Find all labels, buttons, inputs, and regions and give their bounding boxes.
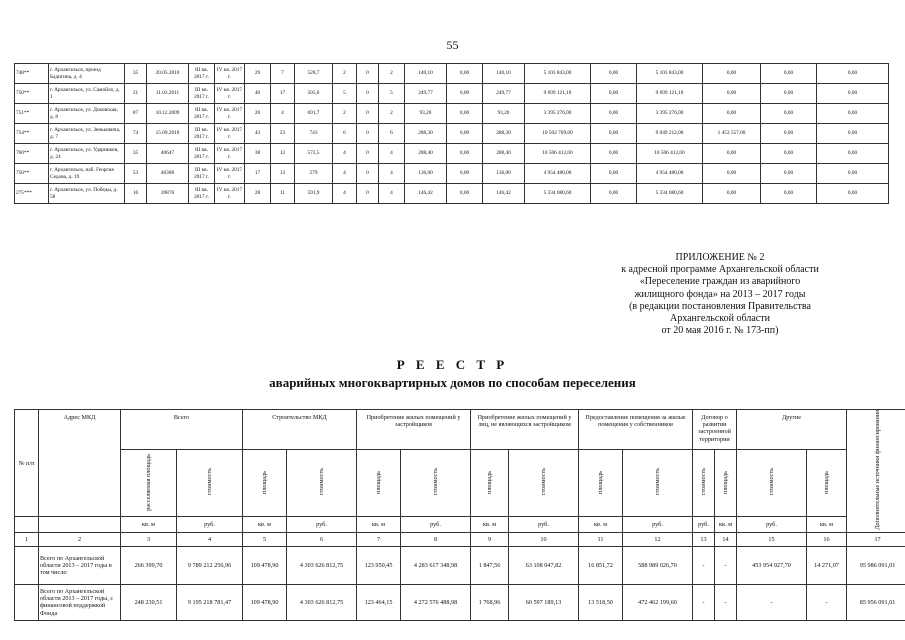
header-build: Строительство МКД [243, 410, 357, 450]
column-number: 10 [509, 532, 579, 546]
subheader-cell [471, 450, 509, 517]
table-cell: 0,00 [591, 124, 637, 144]
subheader-label: стоимость [767, 468, 775, 496]
unit-cell: руб. [177, 517, 243, 533]
table-cell: 760** [15, 144, 49, 164]
table-cell: 20.05.2010 [147, 64, 189, 84]
table-cell: 0,00 [761, 64, 817, 84]
table-cell: 9 099 121,10 [637, 84, 703, 104]
table-cell: 0,00 [761, 164, 817, 184]
table-cell: 275*** [15, 184, 49, 204]
table-cell: 35 [125, 64, 147, 84]
subheader-label: расселяемая площадь [144, 453, 152, 511]
table-row [15, 144, 889, 164]
subheader-label: стоимость [205, 468, 213, 496]
table-cell: - [715, 546, 737, 584]
table-cell: 0,00 [703, 104, 761, 124]
header-buy-other: Приобретение жилых помещений у лиц, не являющихся застройщиком [471, 410, 579, 450]
header-buy-dev: Приобретение жилых помещений у застройщиков [357, 410, 471, 450]
table-cell: 0 [357, 184, 379, 204]
table-cell: 0,00 [761, 84, 817, 104]
table-cell: IV кв. 2017 г. [215, 124, 245, 144]
table-cell: 4 303 626 812,75 [287, 546, 357, 584]
table-cell: 6 [333, 124, 357, 144]
table-cell: 16 [125, 184, 147, 204]
table-cell: 2 [333, 64, 357, 84]
table-cell: 1 768,96 [471, 584, 509, 620]
table-cell: 0,00 [761, 124, 817, 144]
table-cell: 2 [379, 104, 405, 124]
table-cell: 11.03.2011 [147, 84, 189, 104]
column-number: 16 [807, 532, 847, 546]
header-total: Всего [121, 410, 243, 450]
unit-cell: руб. [623, 517, 693, 533]
table-cell: III кв. 2017 г. [189, 84, 215, 104]
unit-cell: кв. м [579, 517, 623, 533]
column-number: 8 [401, 532, 471, 546]
subheader-label: площадь [485, 470, 493, 494]
column-number: 3 [121, 532, 177, 546]
table-cell: 0,00 [817, 64, 889, 84]
subheader-cell [357, 450, 401, 517]
table-cell: 9 789 212 256,96 [177, 546, 243, 584]
table-cell: 0,00 [447, 164, 483, 184]
unit-cell [39, 517, 121, 533]
appendix-block [570, 252, 870, 337]
table-cell: 7 [271, 64, 295, 84]
unit-cell [15, 517, 39, 533]
subheader-label: стоимость [653, 468, 661, 496]
table-cell: 95 986 091,01 [847, 546, 905, 584]
table-cell: 591,9 [295, 184, 333, 204]
table-cell: 2 [333, 104, 357, 124]
table-cell: 4 [333, 144, 357, 164]
table-cell: 40 [245, 84, 271, 104]
table-cell: 74 [125, 124, 147, 144]
row-number-cell [15, 584, 39, 620]
table-cell: 10 502 769,00 [525, 124, 591, 144]
table-cell: 15.09.2010 [147, 124, 189, 144]
header-num: № п/п [15, 410, 39, 517]
table-cell: 14 271,07 [807, 546, 847, 584]
table-cell: 0,00 [703, 164, 761, 184]
table-cell: 748** [15, 64, 49, 84]
table-row [15, 84, 889, 104]
table-cell: 249,77 [483, 84, 525, 104]
table-cell: Всего по Архангельской области 2013 – 2017 годы в том числе: [39, 546, 121, 584]
table-cell: 20 [245, 104, 271, 124]
unit-cell: руб. [693, 517, 715, 533]
table-cell: 0 [357, 144, 379, 164]
table-cell: 4 [379, 164, 405, 184]
table-cell: 29 [245, 64, 271, 84]
table-cell: 0,00 [447, 64, 483, 84]
header-other: Другие [737, 410, 847, 450]
table-cell: 0 [357, 64, 379, 84]
registry-table [14, 409, 905, 621]
subheader-cell [243, 450, 287, 517]
table-cell: 0 [357, 104, 379, 124]
subheader-label: площадь [721, 470, 729, 494]
table-cell: 140,10 [405, 64, 447, 84]
table-cell: 4 [379, 144, 405, 164]
table-cell: 12 [271, 144, 295, 164]
table-cell: 266 399,70 [121, 546, 177, 584]
table-cell: III кв. 2017 г. [189, 124, 215, 144]
appendix-line: «Переселение граждан из аварийного [639, 276, 801, 288]
table-cell: 109 478,90 [243, 584, 287, 620]
table-cell: 0,00 [591, 104, 637, 124]
subheader-label: площадь [260, 470, 268, 494]
unit-cell: кв. м [807, 517, 847, 533]
table-cell: 5 334 080,60 [525, 184, 591, 204]
table-row [15, 584, 905, 620]
table-cell: 0,00 [817, 164, 889, 184]
unit-cell: кв. м [715, 517, 737, 533]
table-cell: 0,00 [447, 184, 483, 204]
table-cell: 0,00 [591, 184, 637, 204]
table-cell: 63 108 047,82 [509, 546, 579, 584]
column-number: 4 [177, 532, 243, 546]
table-cell: 0,00 [817, 184, 889, 204]
table-cell: 35 [125, 144, 147, 164]
table-cell: - [693, 546, 715, 584]
table-cell: 453 954 927,70 [737, 546, 807, 584]
table-cell: г. Архангельск, ул. Ударников, д. 24 [49, 144, 125, 164]
column-number: 1 [15, 532, 39, 546]
subheader-cell [509, 450, 579, 517]
registry-subtitle: аварийных многоквартирных домов по способам переселения [269, 375, 636, 390]
appendix-line: к адресной программе Архангельской области [621, 264, 819, 276]
table-cell: 0,00 [703, 184, 761, 204]
table-cell: IV кв. 2017 г. [215, 104, 245, 124]
table-cell: 10 506 412,00 [525, 144, 591, 164]
table-cell: 691,7 [295, 104, 333, 124]
subheader-label: стоимость [431, 468, 439, 496]
column-number: 7 [357, 532, 401, 546]
subheader-cell [807, 450, 847, 517]
top-table [14, 63, 889, 204]
table-cell: IV кв. 2017 г. [215, 184, 245, 204]
header-extra [847, 410, 905, 533]
table-cell: г. Архангельск, наб. Георгия Седова, д. 19 [49, 164, 125, 184]
subheader-label: площадь [374, 470, 382, 494]
table-cell: III кв. 2017 г. [189, 184, 215, 204]
table-cell: IV кв. 2017 г. [215, 144, 245, 164]
appendix-line: ПРИЛОЖЕНИЕ № 2 [675, 252, 765, 263]
table-cell: III кв. 2017 г. [189, 104, 215, 124]
unit-cell: кв. м [357, 517, 401, 533]
table-cell: 0,00 [447, 84, 483, 104]
table-cell: 87 [125, 104, 147, 124]
table-cell: 4 954 480,00 [525, 164, 591, 184]
column-number: 13 [693, 532, 715, 546]
table-cell: 248 230,51 [121, 584, 177, 620]
table-cell: 0,00 [761, 104, 817, 124]
table-row [15, 64, 889, 84]
table-cell: 6 [379, 124, 405, 144]
table-cell: г. Архангельск, ул. Победы, д. 58 [49, 184, 125, 204]
subheader-label: стоимость [317, 468, 325, 496]
table-cell: 5 103 843,00 [637, 64, 703, 84]
table-cell: 85 956 091,01 [847, 584, 905, 620]
table-cell: 1 847,56 [471, 546, 509, 584]
table-cell: 0,00 [447, 104, 483, 124]
table-cell: 38 [245, 144, 271, 164]
table-cell: 0,00 [703, 144, 761, 164]
table-cell: 0,00 [591, 164, 637, 184]
table-cell: 750** [15, 84, 49, 104]
table-cell: - [737, 584, 807, 620]
subheader-cell [287, 450, 357, 517]
table-cell: 572,5 [295, 144, 333, 164]
subheader-label: площадь [822, 470, 830, 494]
table-cell: 754** [15, 124, 49, 144]
appendix-line: жилищного фонда» на 2013 – 2017 годы [634, 288, 806, 300]
table-cell: 4 272 576 488,98 [401, 584, 471, 620]
table-cell: 5 [379, 84, 405, 104]
column-number: 9 [471, 532, 509, 546]
table-cell: 3 395 276,00 [637, 104, 703, 124]
table-cell: IV кв. 2017 г. [215, 64, 245, 84]
table-cell: 93,20 [405, 104, 447, 124]
table-cell: 0,00 [447, 144, 483, 164]
table-cell: 9 049 212,00 [637, 124, 703, 144]
table-cell: 0,00 [591, 84, 637, 104]
unit-cell: кв. м [471, 517, 509, 533]
appendix-line: (в редакции постановления Правительства [629, 300, 811, 312]
table-cell: 13 518,50 [579, 584, 623, 620]
table-cell: 4 [333, 164, 357, 184]
table-cell: 11 [271, 184, 295, 204]
page-number: 55 [446, 38, 459, 52]
table-cell: 10.12.2009 [147, 104, 189, 124]
unit-cell: руб. [737, 517, 807, 533]
subheader-cell [579, 450, 623, 517]
column-number: 17 [847, 532, 905, 546]
subheader-label: площадь [596, 470, 604, 494]
table-cell: 756** [15, 164, 49, 184]
table-cell: 288,30 [483, 124, 525, 144]
table-cell: - [693, 584, 715, 620]
column-number: 5 [243, 532, 287, 546]
subheader-label: стоимость [539, 468, 547, 496]
table-cell: 5 [333, 84, 357, 104]
table-row [15, 164, 889, 184]
unit-cell: кв. м [121, 517, 177, 533]
table-cell: 4 954 480,00 [637, 164, 703, 184]
table-cell: 279 [295, 164, 333, 184]
table-cell: 4 [333, 184, 357, 204]
table-cell: 9 195 218 781,47 [177, 584, 243, 620]
table-cell: г. Архангельск, ул. Зеньковича, д. 7 [49, 124, 125, 144]
table-cell: г. Архангельск, проезд Бадигина, д. 4 [49, 64, 125, 84]
table-cell: 5 334 080,60 [637, 184, 703, 204]
table-cell: 0,00 [761, 144, 817, 164]
header-provide: Предоставление помещения за жилые помещения у собственников [579, 410, 693, 450]
table-row [15, 104, 889, 124]
table-cell: 40388 [147, 164, 189, 184]
subheader-cell [737, 450, 807, 517]
table-cell: 0,00 [817, 124, 889, 144]
header-extra-text: Дополнительные источники финансирования [873, 410, 881, 530]
table-cell: 4 303 626 812,75 [287, 584, 357, 620]
table-cell: 1 453 557,00 [703, 124, 761, 144]
unit-cell: руб. [509, 517, 579, 533]
column-number: 11 [579, 532, 623, 546]
table-cell: 505,6 [295, 84, 333, 104]
table-cell: 0 [357, 84, 379, 104]
subheader-cell [693, 450, 715, 517]
appendix-line: Архангельской области [670, 313, 770, 325]
table-cell: IV кв. 2017 г. [215, 84, 245, 104]
table-cell: 0,00 [761, 184, 817, 204]
table-cell: 528,7 [295, 64, 333, 84]
table-cell: 17 [271, 84, 295, 104]
table-cell: 472 462 199,60 [623, 584, 693, 620]
table-cell: 0,00 [591, 144, 637, 164]
table-cell: - [715, 584, 737, 620]
subheader-label: стоимость [699, 468, 707, 496]
table-cell: 17 [245, 164, 271, 184]
table-cell: 9 099 121,10 [525, 84, 591, 104]
registry-title: Р Е Е С Т Р [396, 357, 509, 372]
table-cell: 2 [379, 64, 405, 84]
subheader-cell [177, 450, 243, 517]
column-number: 2 [39, 532, 121, 546]
table-cell: 0,00 [817, 104, 889, 124]
table-cell: III кв. 2017 г. [189, 64, 215, 84]
table-cell: 4 283 617 348,98 [401, 546, 471, 584]
table-cell: 0 [357, 124, 379, 144]
column-number: 6 [287, 532, 357, 546]
header-address: Адрес МКД [39, 410, 121, 517]
table-cell: г. Архангельск, ул. Самойло, д. 1 [49, 84, 125, 104]
column-number: 15 [737, 532, 807, 546]
table-cell: 249,77 [405, 84, 447, 104]
table-cell: 28 [245, 184, 271, 204]
table-cell: 751** [15, 104, 49, 124]
table-cell: 0,00 [447, 124, 483, 144]
table-cell: 39876 [147, 184, 189, 204]
subheader-cell [623, 450, 693, 517]
table-cell: - [807, 584, 847, 620]
table-row [15, 124, 889, 144]
table-cell: 16 851,72 [579, 546, 623, 584]
appendix-line: от 20 мая 2016 г. № 173-пп) [661, 325, 779, 337]
table-cell: 743 [295, 124, 333, 144]
table-cell: III кв. 2017 г. [189, 164, 215, 184]
table-cell: 146,42 [483, 184, 525, 204]
table-cell: 4 [271, 104, 295, 124]
table-row [15, 546, 905, 584]
table-cell: 13 [271, 164, 295, 184]
column-number: 12 [623, 532, 693, 546]
table-cell: 0,00 [591, 64, 637, 84]
table-cell: 93,20 [483, 104, 525, 124]
table-cell: 60 597 189,13 [509, 584, 579, 620]
table-cell: 0,00 [817, 84, 889, 104]
table-cell: 0,00 [703, 84, 761, 104]
table-cell: 0 [357, 164, 379, 184]
subheader-cell [401, 450, 471, 517]
table-cell: 0,00 [817, 144, 889, 164]
table-cell: 5 103 843,00 [525, 64, 591, 84]
table-cell: 40647 [147, 144, 189, 164]
table-cell: 288,30 [405, 124, 447, 144]
table-cell: IV кв. 2017 г. [215, 164, 245, 184]
table-cell: Всего по Архангельской области 2013 – 2017 годы, с финансовой поддержкой Фонда [39, 584, 121, 620]
table-cell: 3 395 276,00 [525, 104, 591, 124]
subheader-cell [715, 450, 737, 517]
table-cell: 23 [271, 124, 295, 144]
table-cell: 4 [379, 184, 405, 204]
table-cell: 123 950,45 [357, 546, 401, 584]
table-cell: III кв. 2017 г. [189, 144, 215, 164]
table-cell: 140,10 [483, 64, 525, 84]
row-number-cell [15, 546, 39, 584]
table-cell: 588 989 026,70 [623, 546, 693, 584]
table-cell: 136,00 [483, 164, 525, 184]
table-cell: 288,40 [405, 144, 447, 164]
table-cell: 0,00 [703, 64, 761, 84]
table-cell: 53 [125, 164, 147, 184]
table-cell: 146,42 [405, 184, 447, 204]
table-cell: 288,40 [483, 144, 525, 164]
table-cell: 10 506 412,00 [637, 144, 703, 164]
unit-cell: кв. м [243, 517, 287, 533]
table-cell: 43 [245, 124, 271, 144]
unit-cell: руб. [401, 517, 471, 533]
table-cell: 109 478,90 [243, 546, 287, 584]
table-cell: 123 464,15 [357, 584, 401, 620]
subheader-cell [121, 450, 177, 517]
unit-cell: руб. [287, 517, 357, 533]
table-cell: 136,00 [405, 164, 447, 184]
table-cell: 21 [125, 84, 147, 104]
table-row [15, 184, 889, 204]
header-contract: Договор о развитии застроенной территории [693, 410, 737, 450]
column-number: 14 [715, 532, 737, 546]
table-cell: г. Архангельск, ул. Доковская, д. 8 [49, 104, 125, 124]
